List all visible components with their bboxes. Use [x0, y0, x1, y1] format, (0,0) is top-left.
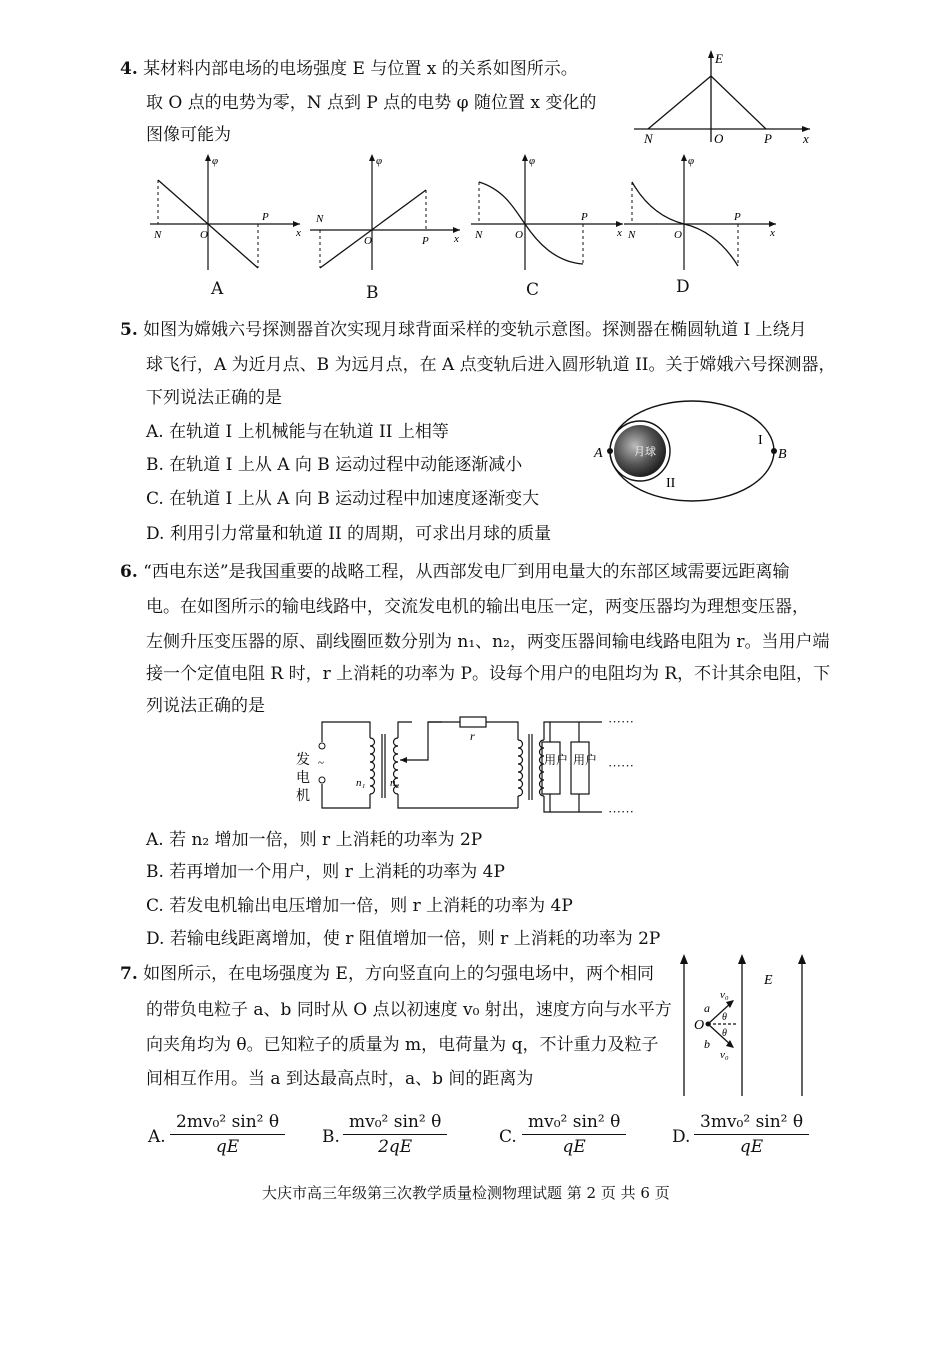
q5-option-d: D. 利用引力常量和轨道 II 的周期，可求出月球的质量	[146, 524, 552, 544]
svg-text:v₀: v₀	[720, 1049, 729, 1061]
q6-line4: 接一个定值电阻 R 时，r 上消耗的功率为 P。设每个用户的电阻均为 R，不计其余电阻，下	[146, 664, 831, 684]
q6-line2: 电。在如图所示的输电线路中，交流发电机的输出电压一定，两变压器均为理想变压器，	[146, 597, 809, 617]
svg-text:θ: θ	[722, 1012, 727, 1023]
q6-circuit-figure	[292, 712, 652, 822]
svg-text:用户: 用户	[544, 753, 569, 767]
svg-text:······: ······	[608, 758, 634, 773]
q6-line1: 6. “西电东送”是我国重要的战略工程，从西部发电厂到用电量大的东部区域需要远距离输	[120, 562, 790, 582]
svg-text:N: N	[628, 229, 636, 241]
q7-line1: 7. 如图所示，在电场强度为 E，方向竖直向上的匀强电场中，两个相同	[120, 964, 654, 984]
q7-option-a-fraction: $\frac{\text{2mv₀² sin² θ}}{qE}$	[170, 1112, 285, 1157]
q7-line2: 的带负电粒子 a、b 同时从 O 点以初速度 v₀ 射出，速度方向与水平方	[146, 1000, 672, 1020]
q5-line3: 下列说法正确的是	[146, 388, 282, 408]
svg-text:P: P	[581, 211, 588, 223]
svg-text:O: O	[714, 131, 724, 146]
q4-line3: 图像可能为	[146, 125, 231, 145]
q4-line2: 取 O 点的电势为零，N 点到 P 点的电势 φ 随位置 x 变化的	[146, 93, 597, 113]
svg-text:~: ~	[318, 757, 324, 769]
q6-number: 6.	[120, 562, 138, 582]
q4-ex-e-label: E	[715, 51, 723, 66]
svg-text:x: x	[803, 131, 809, 146]
q7-option-d-label: D.	[672, 1127, 691, 1147]
svg-text:A: A	[594, 446, 603, 461]
q6-option-b: B. 若再增加一个用户，则 r 上消耗的功率为 4P	[146, 862, 505, 882]
q7-option-b-fraction: $\frac{\text{mv₀² sin² θ}}{2qE}$	[343, 1112, 447, 1157]
q7-option-b-label: B.	[322, 1127, 340, 1147]
svg-text:电: 电	[296, 771, 310, 786]
q4-graph-c	[471, 154, 623, 270]
svg-text:φ: φ	[376, 155, 383, 167]
q5-option-a: A. 在轨道 I 上机械能与在轨道 II 上相等	[146, 422, 449, 442]
q5-orbit-figure	[588, 395, 798, 505]
q7-option-a-label: A.	[148, 1127, 166, 1147]
q4-number: 4.	[120, 59, 138, 79]
svg-text:N: N	[316, 213, 324, 225]
svg-text:φ: φ	[212, 155, 219, 167]
svg-text:E: E	[764, 973, 773, 988]
q6-option-d: D. 若输电线距离增加，使 r 阻值增加一倍，则 r 上消耗的功率为 2P	[146, 929, 661, 949]
q4-graph-b	[310, 154, 460, 270]
q6-line3: 左侧升压变压器的原、副线圈匝数分别为 n₁、n₂，两变压器间输电线路电阻为 r。当用户端	[146, 632, 830, 652]
svg-text:······: ······	[608, 714, 634, 729]
q4-ex-graph	[628, 46, 818, 146]
svg-text:P: P	[262, 211, 269, 223]
svg-text:x: x	[296, 227, 301, 239]
svg-text:P: P	[734, 211, 741, 223]
svg-text:θ: θ	[722, 1028, 727, 1039]
svg-text:II: II	[666, 476, 676, 491]
q7-field-figure	[674, 950, 824, 1100]
svg-text:b: b	[704, 1037, 710, 1051]
q7-number: 7.	[120, 964, 138, 984]
svg-text:······: ······	[608, 804, 634, 819]
q6-option-c: C. 若发电机输出电压增加一倍，则 r 上消耗的功率为 4P	[146, 896, 573, 916]
svg-text:v₀: v₀	[720, 989, 729, 1001]
q4-line1: 4. 某材料内部电场的电场强度 E 与位置 x 的关系如图所示。	[120, 59, 578, 79]
q7-option-d-fraction: $\frac{\text{3mv₀² sin² θ}}{qE}$	[694, 1112, 809, 1157]
svg-text:a: a	[704, 1001, 710, 1015]
q6-line5: 列说法正确的是	[146, 696, 265, 716]
q4-option-a-label: A	[211, 279, 224, 299]
svg-text:O: O	[515, 229, 523, 241]
svg-text:x: x	[454, 233, 459, 245]
svg-text:φ: φ	[688, 155, 695, 167]
svg-text:O: O	[674, 229, 682, 241]
q4-graph-a	[150, 154, 301, 270]
q6-option-a: A. 若 n₂ 增加一倍，则 r 上消耗的功率为 2P	[146, 830, 483, 850]
q7-option-c-label: C.	[499, 1127, 517, 1147]
q7-line3: 向夹角均为 θ。已知粒子的质量为 m，电荷量为 q，不计重力及粒子	[146, 1035, 659, 1055]
q4-option-d-label: D	[676, 277, 690, 297]
q5-line1: 5. 如图为嫦娥六号探测器首次实现月球背面采样的变轨示意图。探测器在椭圆轨道 I 上绕月	[120, 320, 807, 340]
svg-text:O: O	[694, 1018, 705, 1033]
svg-text:P: P	[422, 235, 429, 247]
svg-text:N: N	[644, 131, 653, 146]
svg-text:N: N	[154, 229, 162, 241]
svg-text:O: O	[364, 235, 372, 247]
svg-text:月球: 月球	[634, 446, 656, 458]
q4-option-b-label: B	[366, 283, 379, 303]
q4-option-c-label: C	[526, 280, 540, 300]
svg-text:n₂: n₂	[390, 777, 400, 789]
svg-text:r: r	[470, 729, 475, 743]
q4-graph-d	[624, 154, 776, 270]
svg-text:机: 机	[296, 789, 310, 804]
q5-option-c: C. 在轨道 I 上从 A 向 B 运动过程中加速度逐渐变大	[146, 489, 540, 509]
svg-text:P: P	[764, 131, 772, 146]
q7-option-c-fraction: $\frac{\text{mv₀² sin² θ}}{qE}$	[522, 1112, 626, 1157]
q7-line4: 间相互作用。当 a 到达最高点时，a、b 间的距离为	[146, 1069, 534, 1089]
svg-text:用户: 用户	[573, 753, 598, 767]
svg-text:O: O	[200, 229, 208, 241]
svg-text:x: x	[617, 227, 622, 239]
svg-text:N: N	[475, 229, 483, 241]
svg-text:φ: φ	[529, 155, 536, 167]
q5-option-b: B. 在轨道 I 上从 A 向 B 运动过程中动能逐渐减小	[146, 455, 523, 475]
svg-text:n₁: n₁	[356, 777, 366, 789]
svg-text:x: x	[770, 227, 775, 239]
svg-text:I: I	[758, 433, 763, 448]
svg-text:发: 发	[296, 753, 310, 768]
page-footer: 大庆市高三年级第三次教学质量检测物理试题 第 2 页 共 6 页	[262, 1184, 670, 1202]
q5-number: 5.	[120, 320, 138, 340]
svg-text:B: B	[778, 447, 787, 462]
q5-line2: 球飞行，A 为近月点、B 为远月点，在 A 点变轨后进入圆形轨道 II。关于嫦娥六号探测器，	[146, 355, 836, 375]
